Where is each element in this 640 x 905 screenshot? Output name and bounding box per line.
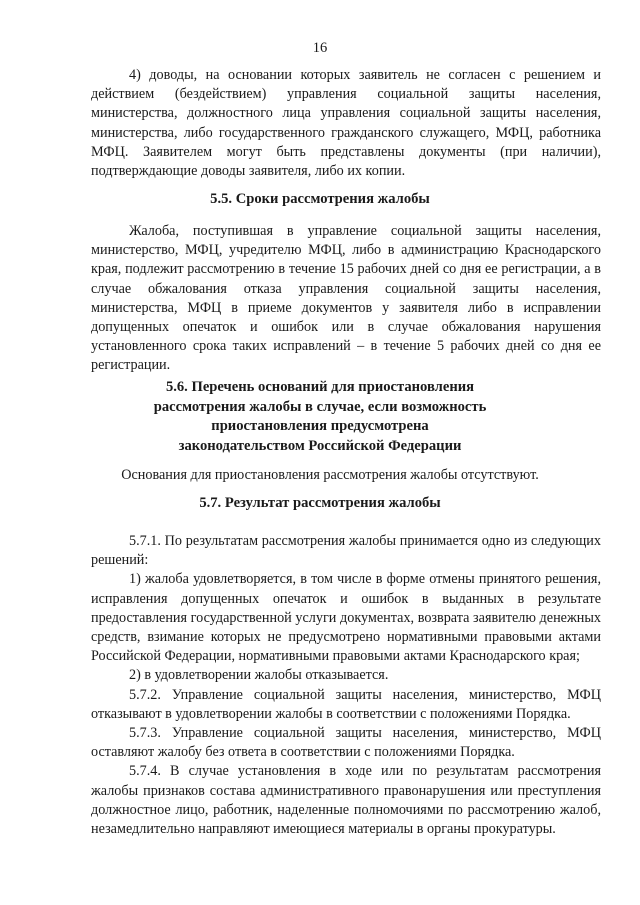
heading-line: законодательством Российской Федерации <box>178 437 462 454</box>
paragraph-5-6: Основания для приостановления рассмотрения жалобы отсутствуют. <box>121 467 539 483</box>
paragraph-5-7-1: 5.7.1. По результатам рассмотрения жалобы принимается одно из следующих решений: <box>91 533 601 569</box>
paragraph-text: 4) доводы, на основании которых заявитель не согласен с решением и действием (бездействием) управления социальной защиты населения, министерства, должностного лица управления социальной защиты населения, министерства, либо государственного гражданского служащего, МФЦ, работника МФЦ. Заявителем могут быть представлены документы (при наличии), подтверждающие доводы заявителя, либо их копии. <box>91 67 601 180</box>
heading-5-7: 5.7. Результат рассмотрения жалобы <box>199 495 441 511</box>
paragraph-grounds <box>91 66 601 181</box>
paragraph-5-7-3: 5.7.3. Управление социальной защиты населения, министерство, МФЦ оставляют жалобу без ответа в соответствии с положениями Порядка. <box>91 725 601 761</box>
paragraph-5-7-4: 5.7.4. В случае установления в ходе или по результатам рассмотрения жалобы признаков состава административного правонарушения или преступления должностное лицо, работник, наделенные полномочиями по рассмотрению жалоб, незамедлительно направляют имеющиеся материалы в органы прокуратуры. <box>91 763 601 838</box>
heading-line: приостановления предусмотрена <box>211 418 429 434</box>
paragraph-5-5 <box>91 222 601 376</box>
heading-line: рассмотрения жалобы в случае, если возможность <box>153 398 487 415</box>
paragraph-5-7-1-a: 1) жалоба удовлетворяется, в том числе в форме отмены принятого решения, исправления допущенных опечаток и ошибок в выданных в результате предоставления государственной услуги документах, возврата заявителю денежных средств, взимание которых не предусмотрено нормативными правовыми актами Российской Федерации, нормативными правовыми актами Краснодарского края; <box>91 571 601 665</box>
heading-line: 5.6. Перечень оснований для приостановления <box>165 379 475 395</box>
paragraph-5-7-2: 5.7.2. Управление социальной защиты населения, министерство, МФЦ отказывают в удовлетворении жалобы в соответствии с положениями Порядка. <box>91 686 601 722</box>
section-5-7-body <box>91 532 601 839</box>
paragraph-5-7-1-b: 2) в удовлетворении жалобы отказывается. <box>129 667 389 684</box>
heading-5-5: 5.5. Сроки рассмотрения жалобы <box>210 191 430 207</box>
heading-5-6 <box>60 378 580 456</box>
page-number: 16 <box>312 40 328 56</box>
paragraph-text: Жалоба, поступившая в управление социальной защиты населения, министерство, МФЦ, учредителю МФЦ, либо в администрацию Краснодарского края, подлежит рассмотрению в течение 15 рабочих дней со дня ее регистрации, а в случае обжалования отказа управления социальной защиты населения, министерства, МФЦ в приеме документов у заявителя либо в исправлении допущенных опечаток и ошибок или в случае обжалования нарушения установленного срока таких исправлений – в течение 5 рабочих дней со дня ее регистрации. <box>91 223 601 374</box>
